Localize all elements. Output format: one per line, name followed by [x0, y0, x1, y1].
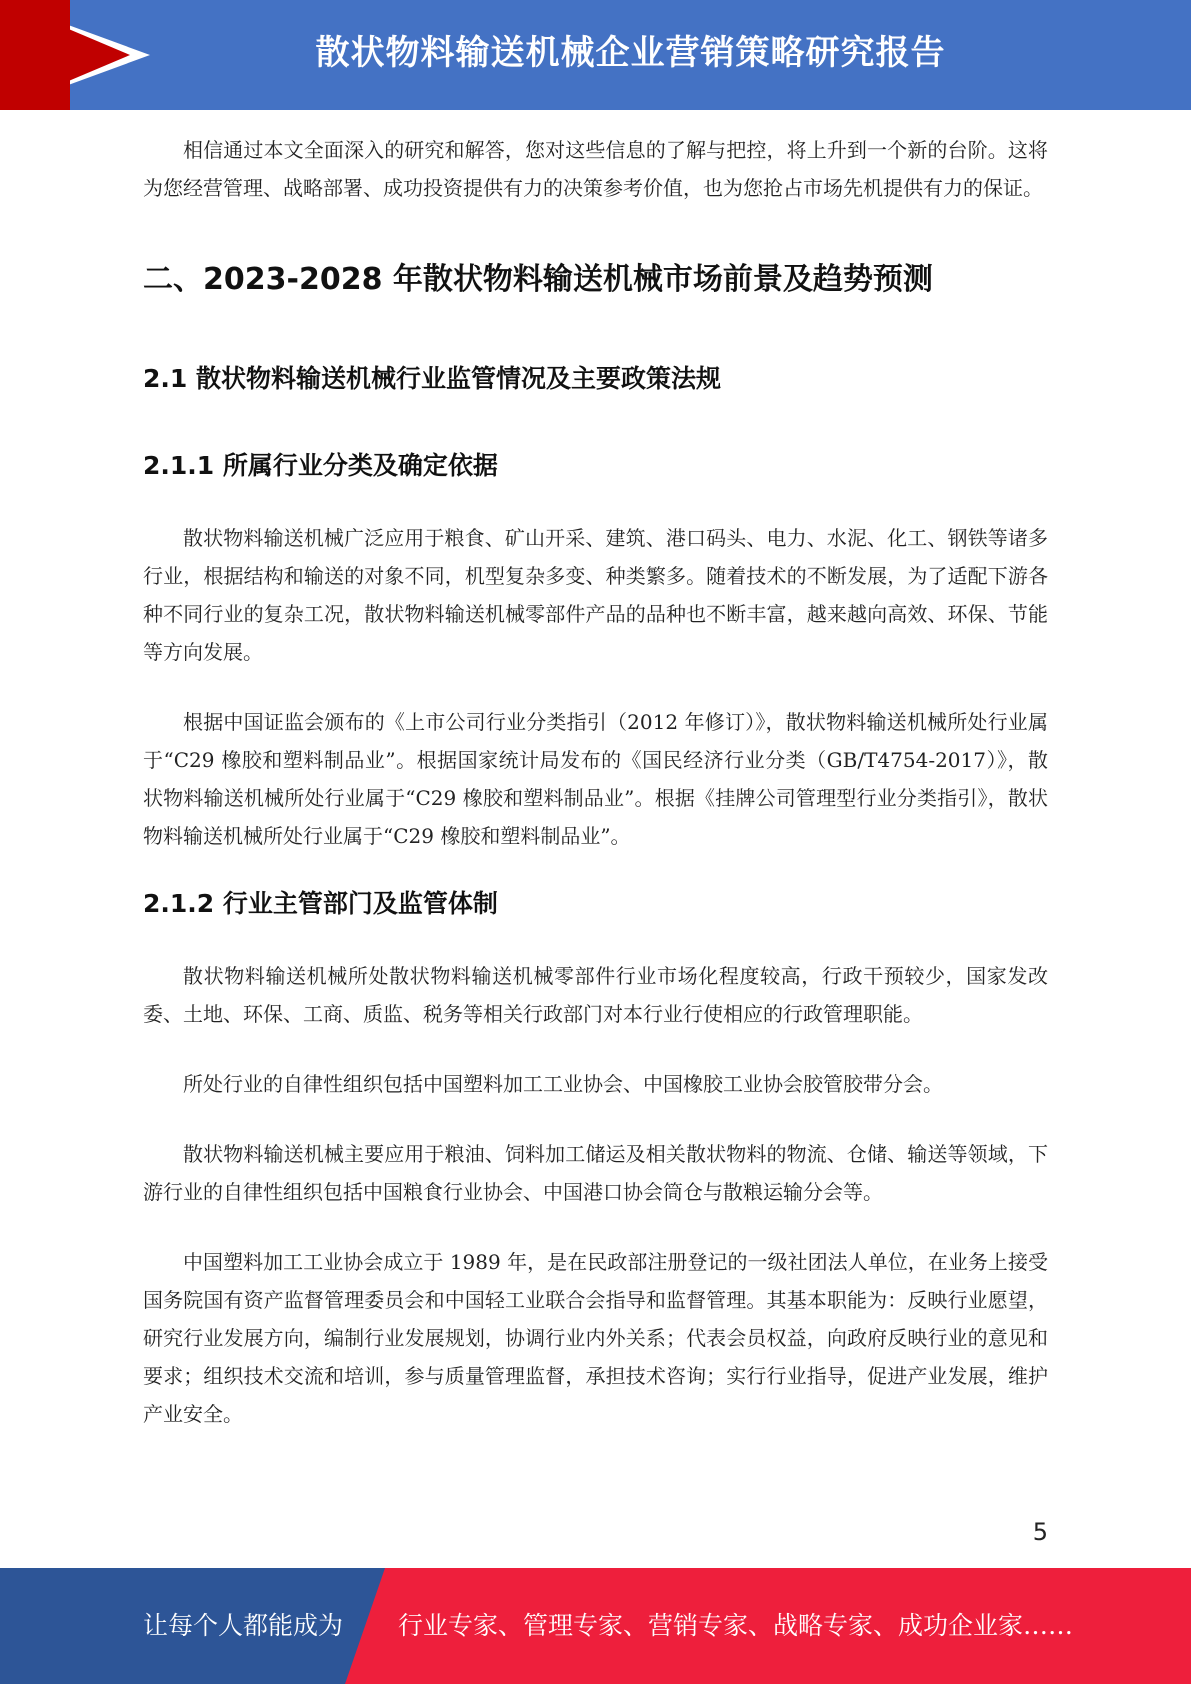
section-title: 二、2023-2028 年散状物料输送机械市场前景及趋势预测: [143, 262, 933, 297]
paragraph-plastics-association: 中国塑料加工工业协会成立于 1989 年，是在民政部注册登记的一级社团法人单位，在业务上接受国务院国有资产监督管理委员会和中国轻工业联合会指导和监督管理。其基本职能为：反映行业愿望，研究行业发展方向，编制行业发展规划，协调行业内外关系；代表会员权益，向政府反映行业的意见和要求；组织技术交流和培训，参与质量管理监督，承担技术咨询；实行行业指导，促进产业发展，维护产业安全。: [143, 1250, 1048, 1426]
paragraph-industry-basis: 根据中国证监会颁布的《上市公司行业分类指引（2012 年修订）》，散状物料输送机械所处行业属于“C29 橡胶和塑料制品业”。根据国家统计局发布的《国民经济行业分类（GB/T4754-2017）》，散状物料输送机械所处行业属于“C29 橡胶和塑料制品业”。根据《挂牌公司管理型行业分类指引》，散状物料输送机械所处行业属于“C29 橡胶和塑料制品业”。: [143, 710, 1048, 848]
subsection-2-1-title: 2.1 散状物料输送机械行业监管情况及主要政策法规: [143, 364, 721, 393]
page-content: [143, 131, 1048, 1433]
page-footer: [0, 1568, 1191, 1684]
paragraph-downstream-orgs: 散状物料输送机械主要应用于粮油、饲料加工储运及相关散状物料的物流、仓储、输送等领域，下游行业的自律性组织包括中国粮食行业协会、中国港口协会筒仓与散粮运输分会等。: [143, 1142, 1048, 1204]
report-title: 散状物料输送机械企业营销策略研究报告: [315, 33, 946, 73]
header-chevron-icon: [0, 0, 130, 110]
subsection-2-1-1-title: 2.1.1 所属行业分类及确定依据: [143, 451, 498, 480]
footer-slant: [345, 1568, 385, 1684]
subsection-2-1-2-title: 2.1.2 行业主管部门及监管体制: [143, 889, 498, 918]
paragraph-classification: 散状物料输送机械广泛应用于粮食、矿山开采、建筑、港口码头、电力、水泥、化工、钢铁等诸多行业，根据结构和输送的对象不同，机型复杂多变、种类繁多。随着技术的不断发展，为了适配下游各种不同行业的复杂工况，散状物料输送机械零部件产品的品种也不断丰富，越来越向高效、环保、节能等方向发展。: [143, 526, 1048, 664]
paragraph-self-regulatory-orgs: 所处行业的自律性组织包括中国塑料加工工业协会、中国橡胶工业协会胶管胶带分会。: [183, 1072, 943, 1096]
footer-slogan-left: 让每个人都能成为: [143, 1611, 344, 1640]
page-header: [0, 0, 1191, 110]
page-number: 5: [1032, 1518, 1048, 1546]
intro-paragraph: 相信通过本文全面深入的研究和解答，您对这些信息的了解与把控，将上升到一个新的台阶。这将为您经营管理、战略部署、成功投资提供有力的决策参考价值，也为您抢占市场先机提供有力的保证。: [143, 138, 1048, 200]
paragraph-regulation: 散状物料输送机械所处散状物料输送机械零部件行业市场化程度较高，行政干预较少，国家发改委、土地、环保、工商、质监、税务等相关行政部门对本行业行使相应的行政管理职能。: [143, 964, 1048, 1026]
footer-slogan-right: 行业专家、管理专家、营销专家、战略专家、成功企业家……: [398, 1611, 1074, 1640]
